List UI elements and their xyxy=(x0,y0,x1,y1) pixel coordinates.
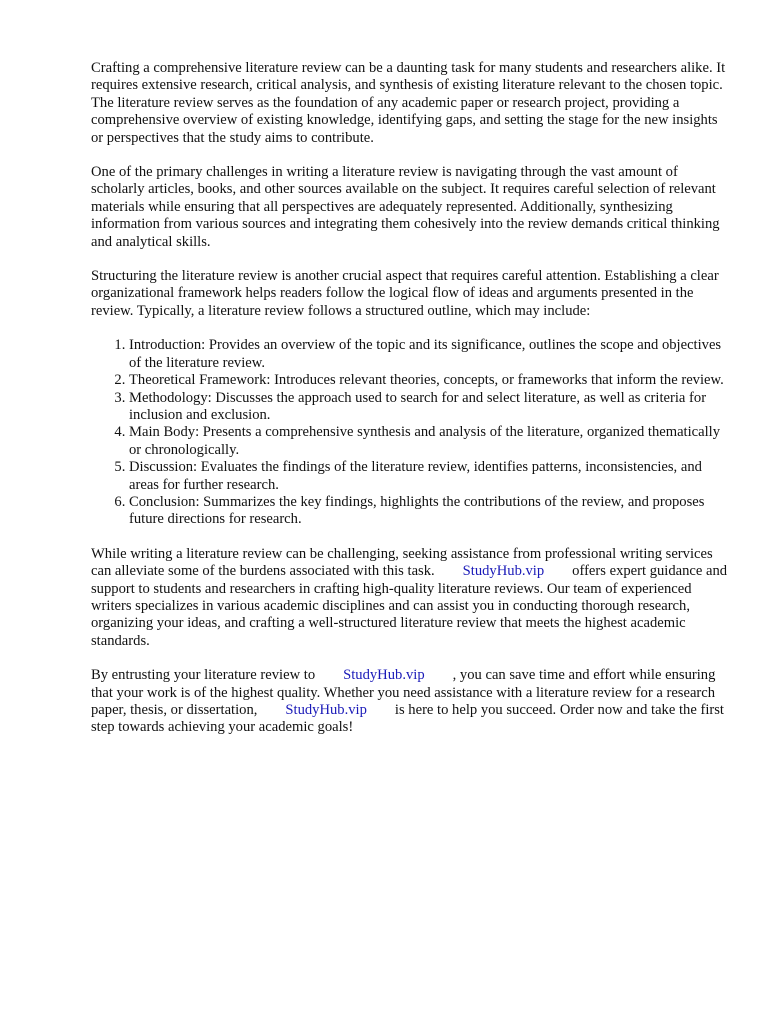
list-item: 2. Theoretical Framework: Introduces relevant theories, concepts, or frameworks that inform the review. xyxy=(129,372,731,389)
outline-list xyxy=(91,337,731,528)
challenges-paragraph: One of the primary challenges in writing a literature review is navigating through the vast amount of scholarly articles, books, and other sources available on the subject. It requires careful selection of relevant materials while ensuring that all perspectives are adequately represented. Additionally, synthesizing information from various sources and integrating them cohesively into the review demands critical thinking and analytical skills. xyxy=(91,164,720,250)
studyhub-link[interactable]: StudyHub.vip xyxy=(462,563,545,580)
document-page xyxy=(91,60,731,754)
closing-paragraph xyxy=(91,667,731,737)
intro-paragraph: Crafting a comprehensive literature review can be a daunting task for many students and researchers alike. It requires extensive research, critical analysis, and synthesis of existing literature relevant to the chosen topic. The literature review serves as the foundation of any academic paper or research project, providing a comprehensive overview of existing knowledge, identifying gaps, and setting the stage for the new insights or perspectives that the study aims to contribute. xyxy=(91,60,726,146)
assistance-paragraph xyxy=(91,546,731,650)
list-item: 3. Methodology: Discusses the approach used to search for and select literature, as well as criteria for inclusion and exclusion. xyxy=(129,390,731,425)
closing-text-1: By entrusting your literature review to xyxy=(91,667,316,684)
assistance-text-before: While writing a literature review can be challenging, seeking assistance from professional writing services can alleviate some of the burdens associated with this task. xyxy=(91,545,713,580)
list-item: 6. Conclusion: Summarizes the key findings, highlights the contributions of the review, and proposes future directions for research. xyxy=(129,494,731,529)
list-item: 5. Discussion: Evaluates the findings of the literature review, identifies patterns, inconsistencies, and areas for further research. xyxy=(129,459,731,494)
closing-text-2: , you can save time and effort while ensuring that your work is of the highest quality. Whether you need assistance with a literature review for a research paper, thesis, or dissertation, xyxy=(91,667,716,718)
assistance-text-after: offers expert guidance and support to students and researchers in crafting high-quality literature reviews. Our team of experienced writers specializes in various academic disciplines and can assist you in conducting thorough research, organizing your ideas, and crafting a well-structured literature review that meets the highest academic standards. xyxy=(91,563,728,649)
list-item: 1. Introduction: Provides an overview of the topic and its significance, outlines the scope and objectives of the literature review. xyxy=(129,337,731,372)
structure-paragraph: Structuring the literature review is another crucial aspect that requires careful attention. Establishing a clear organizational framework helps readers follow the logical flow of ideas and arguments presented in the review. Typically, a literature review follows a structured outline, which may include: xyxy=(91,268,719,319)
list-item: 4. Main Body: Presents a comprehensive synthesis and analysis of the literature, organized thematically or chronologically. xyxy=(129,424,731,459)
studyhub-link[interactable]: StudyHub.vip xyxy=(285,702,367,718)
studyhub-link[interactable]: StudyHub.vip xyxy=(343,667,425,684)
closing-text-3: is here to help you succeed. Order now and take the first step towards achieving your academic goals! xyxy=(91,702,724,736)
